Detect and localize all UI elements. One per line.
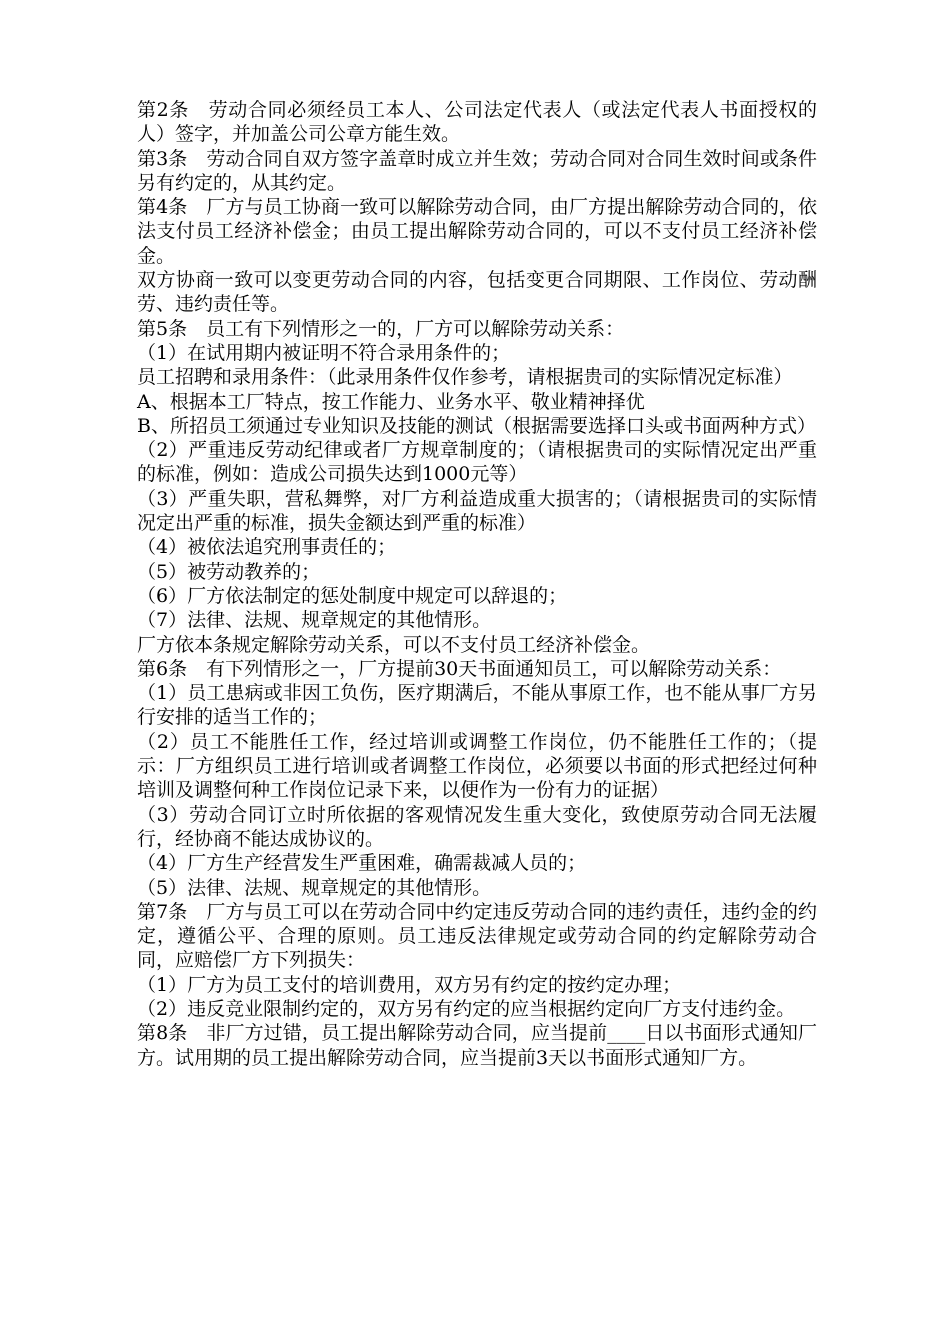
clause-6-item-1: （1）员工患病或非因工负伤，医疗期满后，不能从事原工作，也不能从事厂方另行安排的适当工作的； <box>137 682 817 729</box>
clause-8: 第8条 非厂方过错，员工提出解除劳动合同，应当提前____日以书面形式通知厂方。试用期的员工提出解除劳动合同，应当提前3天以书面形式通知厂方。 <box>137 1022 817 1069</box>
clause-7-item-2: （2）违反竞业限制约定的，双方另有约定的应当根据约定向厂方支付违约金。 <box>137 997 796 1020</box>
clause-2: 第2条 劳动合同必须经员工本人、公司法定代表人（或法定代表人书面授权的人）签字，并加盖公司公章方能生效。 <box>137 99 817 146</box>
clause-7-item-1: （1）厂方为员工支付的培训费用，双方另有约定的按约定办理； <box>137 973 682 996</box>
clause-6-item-3: （3）劳动合同订立时所依据的客观情况发生重大变化，致使原劳动合同无法履行，经协商不能达成协议的。 <box>137 803 817 850</box>
clause-5-item-3: （3）严重失职，营私舞弊，对厂方利益造成重大损害的；（请根据贵司的实际情况定出严重的标准，损失金额达到严重的标准） <box>137 487 817 535</box>
document-body <box>137 98 817 1070</box>
clause-5-item-5: （5）被劳动教养的； <box>137 560 321 583</box>
clause-7: 第7条 厂方与员工可以在劳动合同中约定违反劳动合同的违约责任，违约金的约定，遵循公平、合理的原则。员工违反法律规定或劳动合同的约定解除劳动合同，应赔偿厂方下列损失： <box>137 900 817 972</box>
clause-6-item-5: （5）法律、法规、规章规定的其他情形。 <box>137 876 492 899</box>
clause-5: 第5条 员工有下列情形之一的，厂方可以解除劳动关系： <box>137 317 625 340</box>
clause-5-item-7: （7）法律、法规、规章规定的其他情形。 <box>137 609 492 632</box>
clause-4: 第4条 厂方与员工协商一致可以解除劳动合同，由厂方提出解除劳动合同的，依法支付员工经济补偿金；由员工提出解除劳动合同的，可以不支付员工经济补偿金。 <box>137 196 817 267</box>
clause-5-item-6: （6）厂方依法制定的惩处制度中规定可以辞退的； <box>137 584 568 607</box>
recruitment-conditions: 员工招聘和录用条件：（此录用条件仅作参考，请根据贵司的实际情况定标准） <box>137 366 793 389</box>
clause-5-note: 厂方依本条规定解除劳动关系，可以不支付员工经济补偿金。 <box>137 633 651 656</box>
clause-6-item-2: （2）员工不能胜任工作，经过培训或调整工作岗位，仍不能胜任工作的；（提示：厂方组织员工进行培训或者调整工作岗位，必须要以书面的形式把经过何种培训及调整何种工作岗位记录下来，以便作为一份有力的证据） <box>137 730 817 802</box>
clause-3: 第3条 劳动合同自双方签字盖章时成立并生效；劳动合同对合同生效时间或条件另有约定的，从其约定。 <box>137 147 817 194</box>
clause-5-item-1: （1）在试用期内被证明不符合录用条件的； <box>137 341 511 364</box>
clause-5-item-4: （4）被依法追究刑事责任的； <box>137 536 397 559</box>
clause-6-item-4: （4）厂方生产经营发生严重困难，确需裁减人员的； <box>137 852 587 875</box>
clause-6: 第6条 有下列情形之一，厂方提前30天书面通知员工，可以解除劳动关系： <box>137 657 782 680</box>
clause-4-variation: 双方协商一致可以变更劳动合同的内容，包括变更合同期限、工作岗位、劳动酬劳、违约责任等。 <box>137 269 817 316</box>
clause-5-item-2: （2）严重违反劳动纪律或者厂方规章制度的；（请根据贵司的实际情况定出严重的标准，例如：造成公司损失达到1000元等） <box>137 439 817 486</box>
recruitment-condition-b: B、所招员工须通过专业知识及技能的测试（根据需要选择口头或书面两种方式） <box>137 414 816 437</box>
recruitment-condition-a: A、根据本工厂特点，按工作能力、业务水平、敬业精神择优 <box>137 390 645 413</box>
